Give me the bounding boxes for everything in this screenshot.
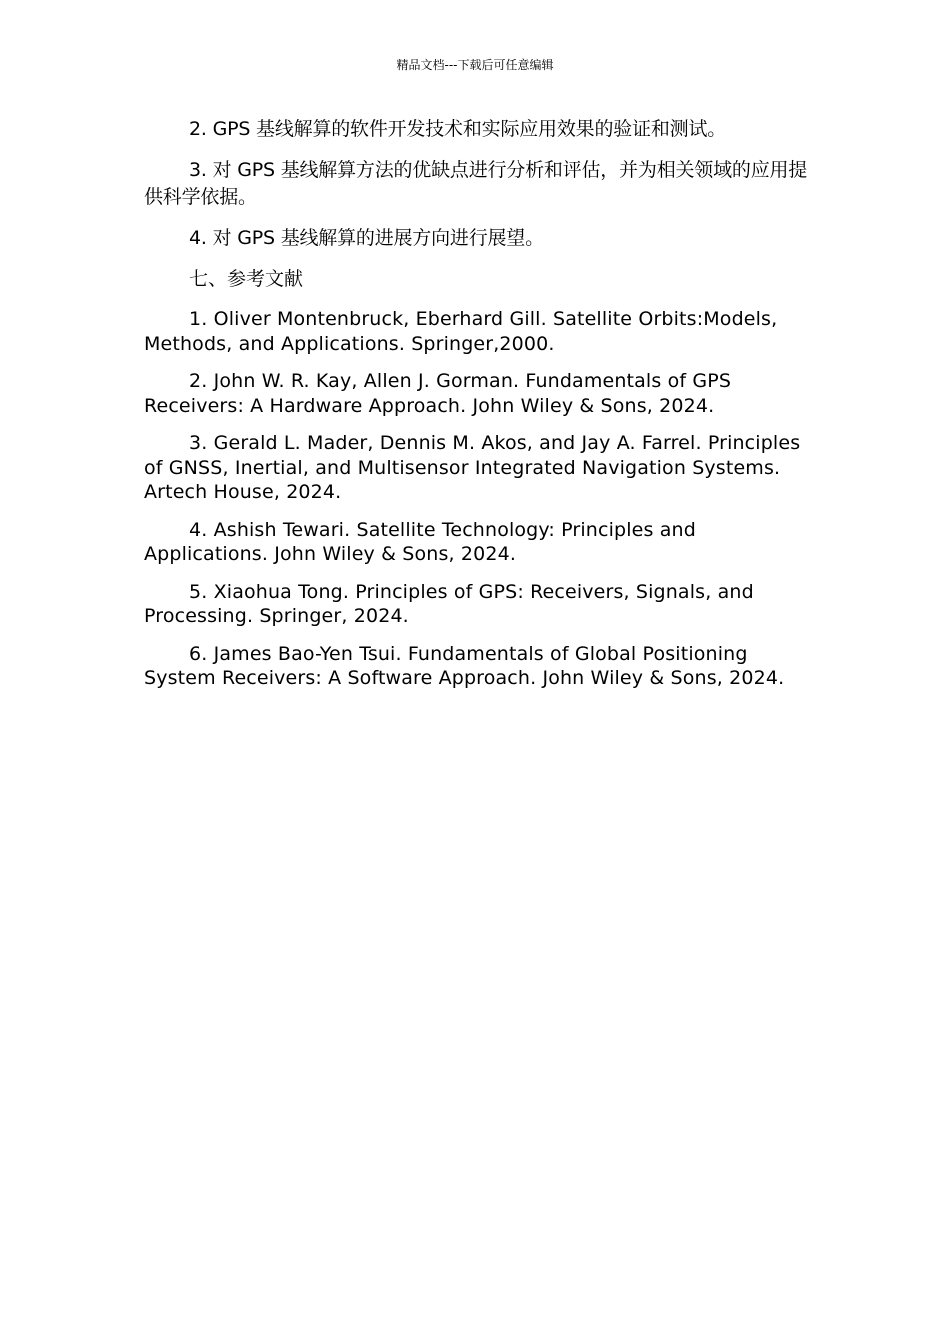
references-heading: 七、参考文献 (189, 268, 304, 290)
reference-item: 2. John W. R. Kay, Allen J. Gorman. Fundamentals of GPS Receivers: A Hardware Approach. John Wiley & Sons, 2024. (144, 370, 732, 417)
reference-item: 5. Xiaohua Tong. Principles of GPS: Receivers, Signals, and Processing. Springer, 2024. (144, 580, 754, 627)
objective-item: 4. 对 GPS 基线解算的进展方向进行展望。 (189, 227, 544, 249)
reference-item: 3. Gerald L. Mader, Dennis M. Akos, and Jay A. Farrel. Principles of GNSS, Inertial, and Multisensor Integrated Navigation Systems. Artech House, 2024. (144, 432, 801, 503)
document-body (144, 116, 808, 704)
page-header: 精品文档---下载后可任意编辑 (396, 58, 554, 72)
objective-item: 3. 对 GPS 基线解算方法的优缺点进行分析和评估，并为相关领域的应用提供科学依据。 (144, 159, 808, 208)
reference-item: 4. Ashish Tewari. Satellite Technology: Principles and Applications. John Wiley & Sons, 2024. (144, 518, 696, 565)
reference-item: 6. James Bao-Yen Tsui. Fundamentals of Global Positioning System Receivers: A Software Approach. John Wiley & Sons, 2024. (144, 642, 785, 689)
objective-item: 2. GPS 基线解算的软件开发技术和实际应用效果的验证和测试。 (189, 118, 727, 140)
reference-item: 1. Oliver Montenbruck, Eberhard Gill. Satellite Orbits:Models, Methods, and Applications. Springer,2000. (144, 308, 778, 355)
